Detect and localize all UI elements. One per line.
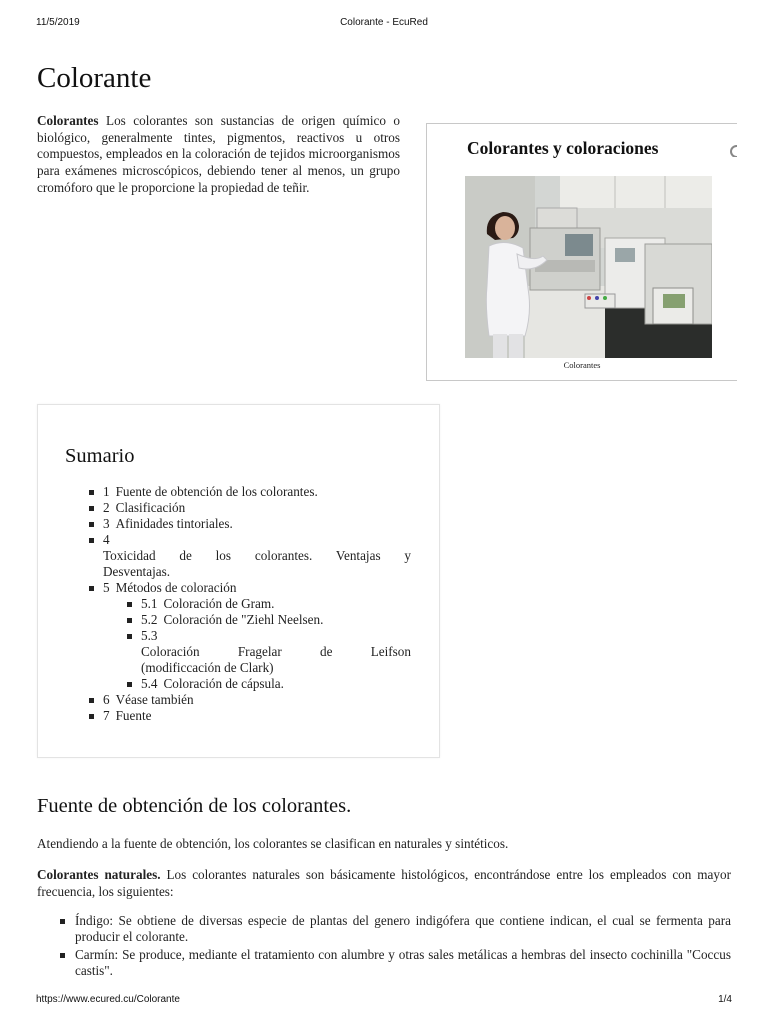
table-of-contents bbox=[37, 404, 440, 758]
list-item: Carmín: Se produce, mediante el tratamiento con alumbre y otras sales metálicas a hembras del insecto cochinilla "Coccus castis". bbox=[75, 946, 731, 978]
print-url: https://www.ecured.cu/Colorante bbox=[36, 994, 180, 1005]
intro-paragraph bbox=[37, 113, 400, 197]
toc-item[interactable]: 5 Métodos de coloración 5.1 Coloración de Gram. 5.2 Coloración de "Ziehl Neelsen. 5.3 Coloración Fragelar de Leifson (modificcación de Clark) 5.4 Coloración de cápsula. bbox=[103, 580, 411, 691]
toc-link[interactable]: Coloración de "Ziehl Neelsen. bbox=[163, 612, 324, 627]
section-heading: Fuente de obtención de los colorantes. bbox=[37, 795, 352, 817]
section-paragraph bbox=[37, 867, 731, 900]
toc-item[interactable]: 7 Fuente bbox=[103, 708, 411, 724]
toc-link[interactable]: Métodos de coloración bbox=[115, 580, 237, 595]
toc-list bbox=[103, 484, 411, 724]
toc-title: Sumario bbox=[65, 445, 135, 467]
toc-link[interactable]: Coloración de cápsula. bbox=[163, 676, 284, 691]
infobox bbox=[426, 123, 737, 381]
intro-text: Los colorantes son sustancias de origen químico o biológico, generalmente tintes, pigmentos, reactivos u otros compuestos, empleados en la coloración de tejidos microorganismos para exámenes microscópicos, debiendo tener al menos, un grupo cromóforo que le proporcione la propiedad de teñir. bbox=[37, 113, 400, 195]
toc-link-continued[interactable]: Desventajas. bbox=[103, 564, 171, 579]
infobox-title: Colorantes y coloraciones bbox=[467, 138, 659, 158]
toc-item[interactable]: 4 Toxicidad de los colorantes. Ventajas y Desventajas. bbox=[103, 532, 411, 579]
collapse-icon[interactable] bbox=[730, 145, 737, 157]
toc-link[interactable]: Coloración de Gram. bbox=[163, 596, 275, 611]
toc-link[interactable]: Véase también bbox=[115, 692, 194, 707]
toc-link[interactable]: Afinidades tintoriales. bbox=[115, 516, 233, 531]
toc-link[interactable]: Fuente bbox=[115, 708, 152, 723]
print-footer bbox=[36, 994, 732, 1008]
infobox-caption: Colorantes bbox=[563, 360, 601, 370]
toc-subitem[interactable]: 5.4 Coloración de cápsula. bbox=[141, 676, 411, 692]
bullet-list bbox=[75, 913, 731, 980]
intro-bold-term: Colorantes bbox=[37, 113, 99, 128]
toc-item[interactable]: 6 Véase también bbox=[103, 692, 411, 708]
print-page-number: 1/4 bbox=[718, 994, 732, 1005]
print-date: 11/5/2019 bbox=[36, 17, 80, 28]
toc-sublist bbox=[103, 596, 411, 692]
page-title: Colorante bbox=[37, 62, 152, 94]
bold-term: Colorantes naturales. bbox=[37, 867, 161, 882]
list-item: Índigo: Se obtiene de diversas especie de plantas del genero indigófera que contiene indican, el cual se fermenta para producir el colorante. bbox=[75, 913, 731, 945]
toc-item[interactable]: 3 Afinidades tintoriales. bbox=[103, 516, 411, 532]
lab-photo-illustration bbox=[465, 176, 712, 358]
section-paragraph: Atendiendo a la fuente de obtención, los colorantes se clasifican en naturales y sintéticos. bbox=[37, 836, 509, 851]
paragraph-text: Los colorantes naturales son básicamente histológicos, encontrándose entre los empleados con mayor frecuencia, los siguientes: bbox=[37, 867, 731, 899]
print-page-title: Colorante - EcuRed bbox=[340, 17, 428, 28]
toc-item[interactable]: 2 Clasificación bbox=[103, 500, 411, 516]
toc-link[interactable]: Fuente de obtención de los colorantes. bbox=[115, 484, 318, 499]
toc-item[interactable]: 1 Fuente de obtención de los colorantes. bbox=[103, 484, 411, 500]
infobox-photo bbox=[465, 176, 712, 358]
toc-link[interactable]: Coloración Fragelar de Leifson bbox=[141, 644, 411, 659]
toc-link[interactable]: Clasificación bbox=[115, 500, 186, 515]
toc-subitem[interactable]: 5.3 Coloración Fragelar de Leifson (modificcación de Clark) bbox=[141, 628, 411, 675]
toc-subitem[interactable]: 5.1 Coloración de Gram. bbox=[141, 596, 411, 612]
toc-subitem[interactable]: 5.2 Coloración de "Ziehl Neelsen. bbox=[141, 612, 411, 628]
toc-link[interactable]: Toxicidad de los colorantes. Ventajas y bbox=[103, 548, 411, 563]
toc-link-continued[interactable]: (modificcación de Clark) bbox=[141, 660, 274, 675]
print-header bbox=[36, 17, 732, 31]
